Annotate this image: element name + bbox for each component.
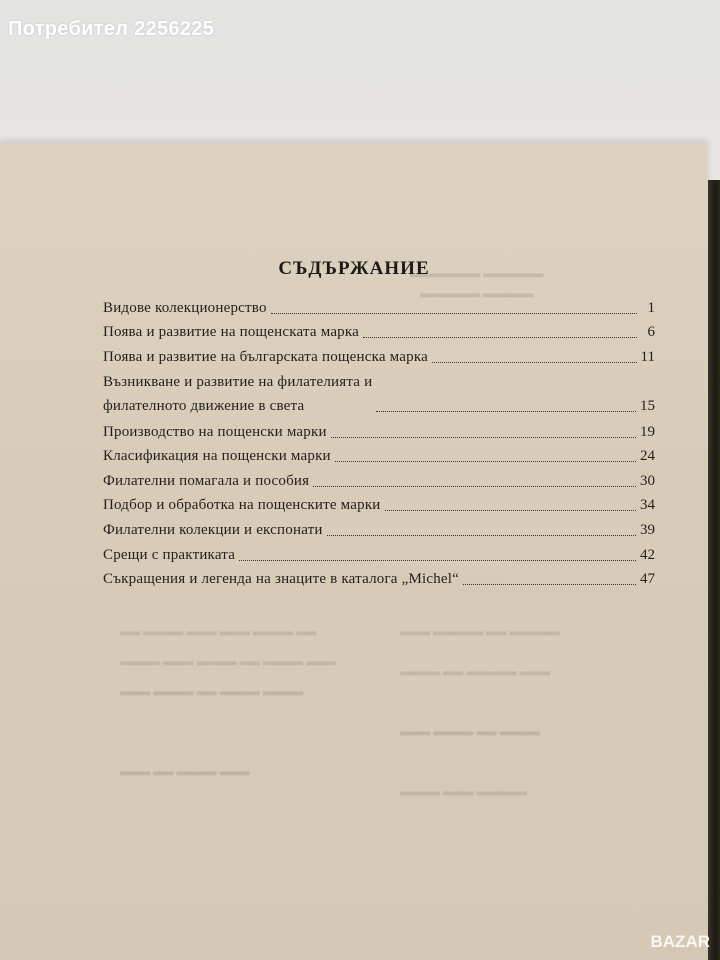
toc-entry-page: 1	[647, 300, 655, 316]
bazar-logo: BAZAR	[650, 932, 710, 951]
dot-leader	[385, 509, 636, 511]
toc-entry-title: Филателни колекции и експонати	[103, 522, 323, 538]
dot-leader	[363, 336, 637, 338]
toc-entry-page: 6	[647, 324, 655, 340]
toc-entry-title: Съкращения и легенда на знаците в каталога „Michel“	[103, 571, 460, 587]
dot-leader	[313, 485, 636, 487]
toc-entry-title: Подбор и обработка на пощенските марки	[103, 497, 381, 513]
toc-entry	[103, 424, 655, 441]
toc-entry-title: Срещи с практиката	[103, 547, 236, 563]
user-watermark: Потребител 2256225	[8, 18, 215, 40]
toc-entry	[103, 448, 655, 465]
toc-entry-page: 47	[640, 571, 655, 587]
toc-entry-title: Поява и развитие на пощенската марка	[103, 324, 359, 340]
toc-entry	[103, 300, 655, 317]
toc-entry	[103, 547, 655, 564]
toc-entry-page: 42	[640, 547, 655, 563]
toc-entry	[103, 571, 655, 588]
dot-leader	[463, 583, 636, 585]
toc-entry-title: Видове колекционерство	[103, 300, 267, 316]
book-spine-edge	[708, 180, 720, 960]
toc-entry-page: 39	[640, 522, 655, 538]
toc-entry-title: Класификация на пощенски марки	[103, 448, 331, 464]
dot-leader	[239, 559, 636, 561]
toc-entry-page: 11	[640, 349, 655, 365]
dot-leader	[335, 460, 636, 462]
toc-entry-title: Производство на пощенски марки	[103, 424, 327, 440]
toc-entry-page: 34	[640, 497, 655, 513]
toc-entry-title-line1: Възникване и развитие на филателията и	[103, 374, 373, 390]
toc-entry	[103, 349, 655, 366]
dot-leader	[331, 436, 636, 438]
toc-entry-title: филателното движение в света	[103, 398, 305, 414]
toc-entry	[103, 522, 655, 539]
dot-leader	[271, 312, 637, 314]
toc-entry	[103, 324, 655, 341]
toc-entry-title: Поява и развитие на българската пощенска марка	[103, 349, 428, 365]
toc-entry	[103, 473, 655, 490]
dot-leader	[327, 534, 636, 536]
toc-entry-title: Филателни помагала и пособия	[103, 473, 310, 489]
toc-entry-page: 19	[640, 424, 655, 440]
toc-entry-page: 30	[640, 473, 655, 489]
dot-leader	[376, 410, 636, 412]
toc-entry	[103, 497, 655, 514]
toc-entry-page: 15	[640, 398, 655, 414]
toc-entry-page: 24	[640, 448, 655, 464]
toc-entry	[103, 374, 655, 415]
dot-leader	[432, 361, 637, 363]
toc-title: СЪДЪРЖАНИЕ	[278, 258, 430, 279]
